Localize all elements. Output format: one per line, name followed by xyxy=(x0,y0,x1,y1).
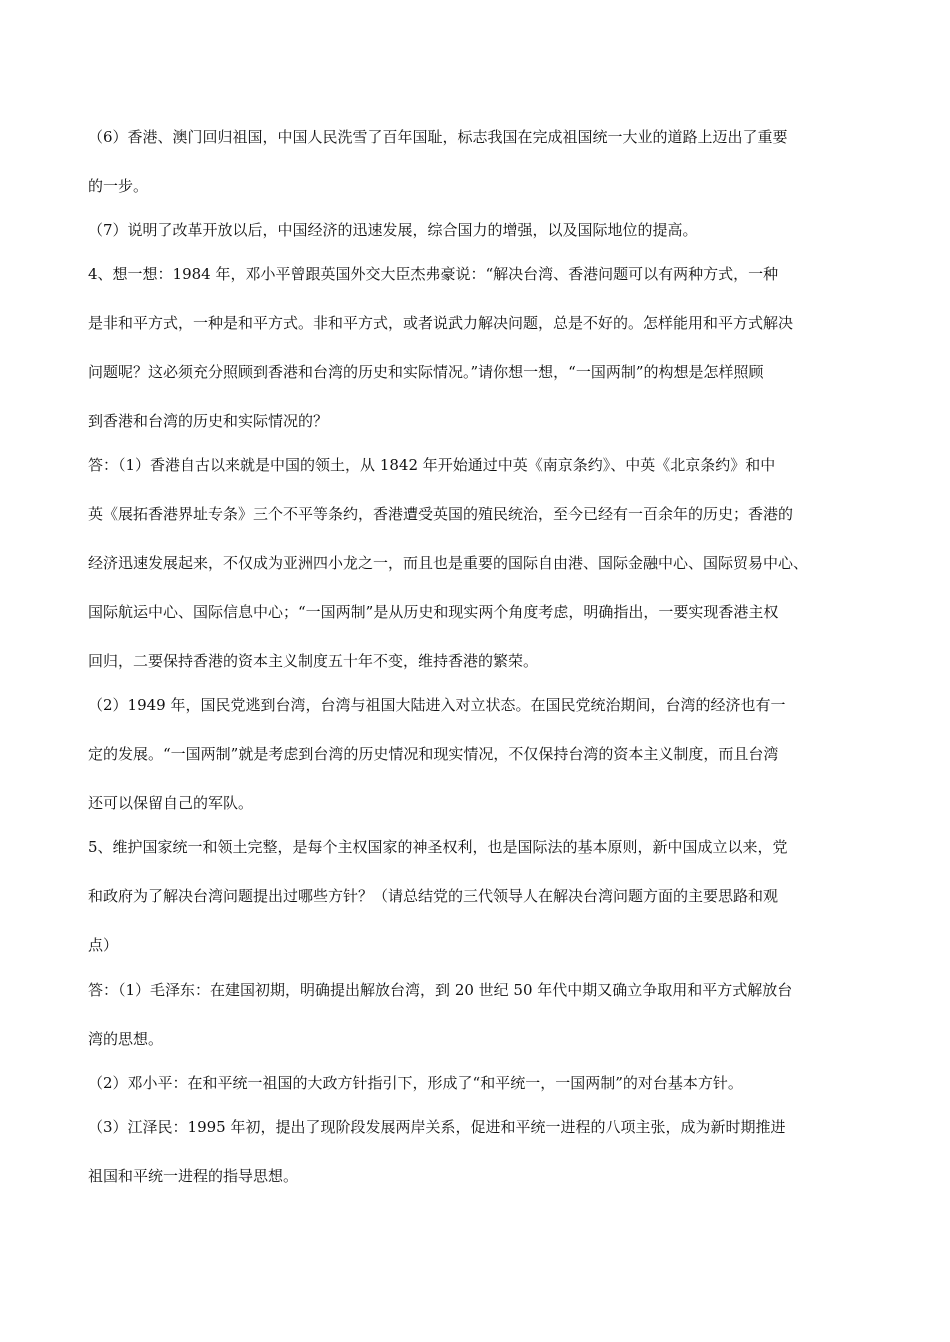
text-line: 点） xyxy=(88,936,119,954)
text-line: （3）江泽民：1995 年初，提出了现阶段发展两岸关系，促进和平统一进程的八项主张，成为新时期推进 xyxy=(88,1118,786,1136)
text-line: 回归，二要保持香港的资本主义制度五十年不变，维持香港的繁荣。 xyxy=(88,652,539,670)
text-line: 祖国和平统一进程的指导思想。 xyxy=(88,1167,299,1185)
text-line: 湾的思想。 xyxy=(88,1030,164,1048)
text-line: 答：（1）毛泽东：在建国初期，明确提出解放台湾，到 20 世纪 50 年代中期又确立争取用和平方式解放台 xyxy=(88,981,793,999)
text-line: 国际航运中心、国际信息中心；“一国两制”是从历史和现实两个角度考虑，明确指出，一要实现香港主权 xyxy=(88,603,779,621)
text-line: （2）1949 年，国民党逃到台湾，台湾与祖国大陆进入对立状态。在国民党统治期间，台湾的经济也有一 xyxy=(88,696,786,714)
text-line: 是非和平方式，一种是和平方式。非和平方式，或者说武力解决问题，总是不好的。怎样能用和平方式解决 xyxy=(88,314,794,332)
text-line: （2）邓小平：在和平统一祖国的大政方针指引下，形成了“和平统一，一国两制”的对台基本方针。 xyxy=(88,1074,743,1092)
text-line: 定的发展。“一国两制”就是考虑到台湾的历史情况和现实情况，不仅保持台湾的资本主义制度，而且台湾 xyxy=(88,745,779,763)
text-line: 经济迅速发展起来，不仅成为亚洲四小龙之一，而且也是重要的国际自由港、国际金融中心、国际贸易中心、 xyxy=(88,554,809,572)
text-line: 和政府为了解决台湾问题提出过哪些方针？（请总结党的三代领导人在解决台湾问题方面的主要思路和观 xyxy=(88,887,779,905)
text-line: （7）说明了改革开放以后，中国经济的迅速发展，综合国力的增强，以及国际地位的提高。 xyxy=(88,221,698,239)
text-line: 问题呢？这必须充分照顾到香港和台湾的历史和实际情况。”请你想一想，“一国两制”的构想是怎样照顾 xyxy=(88,363,764,381)
text-line: 4、想一想：1984 年，邓小平曾跟英国外交大臣杰弗豪说：“解决台湾、香港问题可以有两种方式，一种 xyxy=(88,265,779,283)
text-line: 到香港和台湾的历史和实际情况的？ xyxy=(88,412,329,430)
text-line: 5、维护国家统一和领土完整，是每个主权国家的神圣权利，也是国际法的基本原则，新中国成立以来，党 xyxy=(88,838,788,856)
text-line: 答：（1）香港自古以来就是中国的领土，从 1842 年开始通过中英《南京条约》、中英《北京条约》和中 xyxy=(88,456,776,474)
text-line: 还可以保留自己的军队。 xyxy=(88,794,254,812)
text-line: 的一步。 xyxy=(88,177,149,195)
text-line: 英《展拓香港界址专条》三个不平等条约，香港遭受英国的殖民统治，至今已经有一百余年的历史；香港的 xyxy=(88,505,794,523)
text-line: （6）香港、澳门回归祖国，中国人民洗雪了百年国耻，标志我国在完成祖国统一大业的道路上迈出了重要 xyxy=(88,128,788,146)
